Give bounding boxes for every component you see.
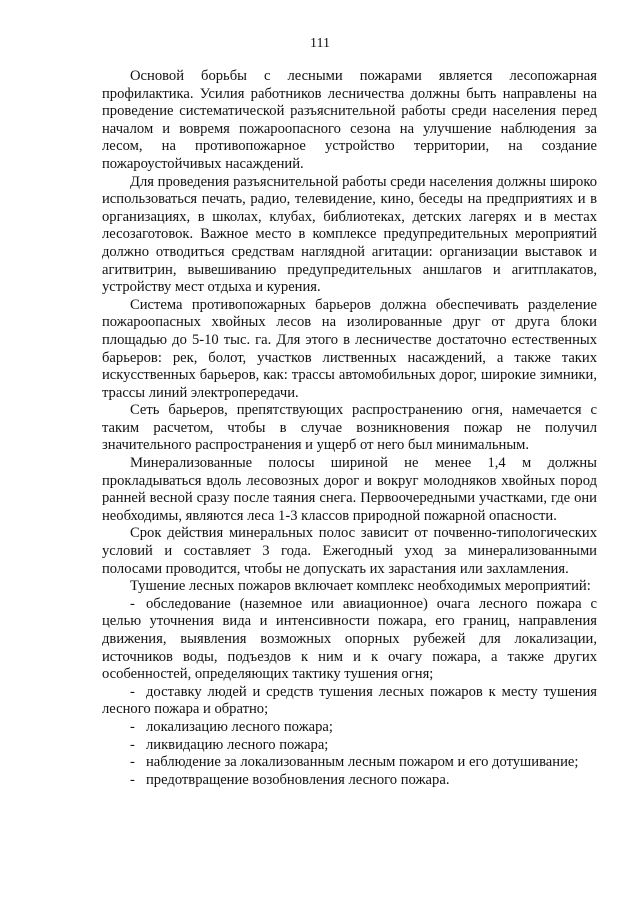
paragraph-fire-prevention: Основой борьбы с лесными пожарами является лесопожарная профилактика. Усилия работников лесничества должны быть направлены на проведение систематической разъяснительной работы среди населения перед началом и вовремя пожароопасного сезона на улучшение наблюдения за лесом, на противопожарное устройство территории, на создание пожароустойчивых насаждений.: [102, 68, 597, 172]
paragraph-outreach-work: Для проведения разъяснительной работы среди населения должны широко использоваться печать, радио, телевидение, кино, беседы на предприятиях и в организациях, в школах, клубах, библиотеках, детских лагерях и в местах лесозаготовок. Важное место в комплексе предупредительных мероприятий должно отводиться средствам наглядной агитации: организации выставок и агитвитрин, вывешиванию предупредительных аншлагов и агитплакатов, устройству мест отдыха и курения.: [102, 173, 597, 296]
list-item-prevention: [102, 772, 597, 790]
paragraph-fire-suppression: Тушение лесных пожаров включает комплекс необходимых мероприятий:: [130, 578, 591, 595]
list-dash: -: [130, 736, 135, 753]
list-item-text: ликвидацию лесного пожара;: [146, 736, 329, 753]
list-item-survey: [102, 596, 597, 684]
list-dash: -: [130, 595, 135, 612]
list-dash: -: [130, 771, 135, 788]
list-item-localization: [102, 719, 597, 737]
list-dash: -: [130, 718, 135, 735]
list-dash: -: [130, 754, 135, 771]
paragraph-strip-maintenance: Срок действия минеральных полос зависит от почвенно-типологических условий и составляет 3 года. Ежегодный уход за минерализованными полосами проводится, чтобы не допускать их зарастания или захламления.: [102, 525, 597, 577]
list-item-liquidation: [102, 737, 597, 755]
paragraph-fire-barriers: Система противопожарных барьеров должна обеспечивать разделение пожароопасных хвойных лесов на изолированные друг от друга блоки площадью до 5-10 тыс. га. Для этого в лесничестве достаточно естественных барьеров: рек, болот, участков лиственных насаждений, а также таких искусственных барьеров, как: трассы автомобильных дорог, широкие зимники, трассы линий электропередачи.: [102, 296, 597, 401]
paragraph-mineralized-strips: Минерализованные полосы шириной не менее 1,4 м должны прокладываться вдоль лесовозных дорог и вокруг молодняков хвойных пород ранней весной сразу после таяния снега. Первоочередными участками, где они необходимы, являются леса 1-3 классов природной пожарной опасности.: [102, 455, 597, 524]
list-item-text: локализацию лесного пожара;: [146, 718, 333, 735]
list-item-text: обследование (наземное или авиационное) очага лесного пожара с целью уточнения вида и интенсивности пожара, его границ, направления движения, выявления возможных опорных рубежей для локализации, источников воды, подъездов к ним и к очагу пожара, а также других особенностей, определяющих тактику тушения огня;: [102, 595, 597, 683]
paragraph-barrier-network: Сеть барьеров, препятствующих распространению огня, намечается с таким расчетом, чтобы в случае возникновения пожар не получил значительного распространения и ущерб от него был минимальным.: [102, 402, 597, 454]
document-body: [102, 68, 597, 789]
list-dash: -: [130, 683, 135, 700]
list-item-text: наблюдение за локализованным лесным пожаром и его дотушивание;: [146, 754, 579, 771]
list-item-text: доставку людей и средств тушения лесных пожаров к месту тушения лесного пожара и обратно;: [102, 683, 597, 718]
list-item-monitoring: [102, 754, 597, 772]
list-item-text: предотвращение возобновления лесного пожара.: [146, 771, 450, 788]
page-number: 111: [310, 36, 330, 51]
list-item-delivery: [102, 684, 597, 719]
